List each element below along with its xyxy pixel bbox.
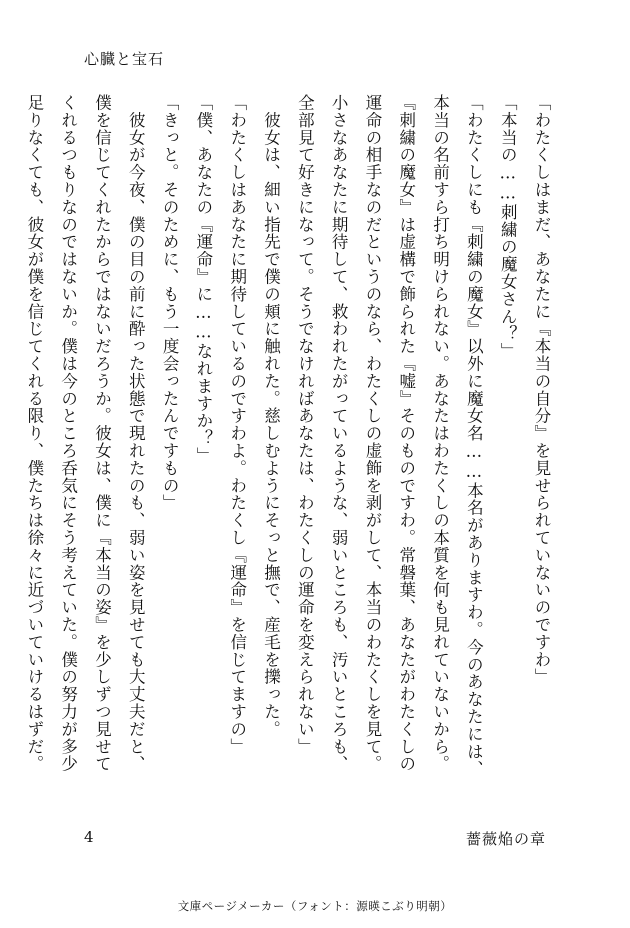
text-line: 彼女は、細い指先で僕の頬に触れた。慈しむようにそっと撫で、産毛を擽った。 bbox=[261, 94, 281, 738]
text-line: 全部見て好きになって。そうでなければあなたは、わたくしの運命を変えられない」 bbox=[295, 94, 315, 756]
running-head: 心臓と宝石 bbox=[84, 50, 165, 68]
text-line: 「わたくしはまだ、あなたに『本当の自分』を見せられていないのですわ」 bbox=[532, 94, 551, 686]
body-text bbox=[24, 94, 558, 802]
text-line: 「わたくしにも『刺繍の魔女』以外に魔女名……本名がありますわ。今のあなたには、 bbox=[464, 94, 484, 778]
text-line: 足りなくても、彼女が僕を信じてくれる限り、僕たちは徐々に近づいていけるはずだ。 bbox=[24, 94, 44, 773]
text-line: 運命の相手なのだというのなら、わたくしの虚飾を剥がして、本当のわたくしを見て。 bbox=[362, 94, 382, 773]
text-line: 『刺繍の魔女』は虚構で飾られた『嘘』そのものですわ。常磐葉、あなたがわたくしの bbox=[396, 94, 416, 773]
text-line: 「僕、あなたの『運命』に……なれますか？」 bbox=[193, 94, 213, 465]
text-line: 小さなあなたに期待して、救われたがっているような、弱いところも、汚いところも、 bbox=[329, 94, 349, 773]
text-line: 「本当の……刺繍の魔女さん？」 bbox=[498, 94, 518, 360]
text-line: 彼女が今夜、僕の目の前に酔った状態で現れたのも、弱い姿を見せても大丈夫だと、 bbox=[126, 94, 146, 773]
footer-credit: 文庫ページメーカー（フォント：源暎こぶり明朝） bbox=[177, 899, 453, 913]
text-line: 「きっと。そのために、もう一度会ったんですもの」 bbox=[160, 94, 180, 512]
text-line: くれるつもりなのではないか。僕は今のところ呑気にそう考えていた。僕の努力が多少 bbox=[58, 94, 78, 773]
page-number: 4 bbox=[84, 828, 94, 846]
text-line: 本当の名前すら打ち明けられない。あなたはわたくしの本質を何も見れていないから。 bbox=[430, 94, 450, 773]
text-line: 「わたくしはあなたに期待しているのですわよ。わたくし『運命』を信じてますの」 bbox=[227, 94, 247, 756]
chapter-title: 薔薇焔の章 bbox=[465, 830, 546, 848]
text-line: 僕を信じてくれたからではないだろうか。彼女は、僕に『本当の姿』を少しずつ見せて bbox=[92, 94, 112, 773]
